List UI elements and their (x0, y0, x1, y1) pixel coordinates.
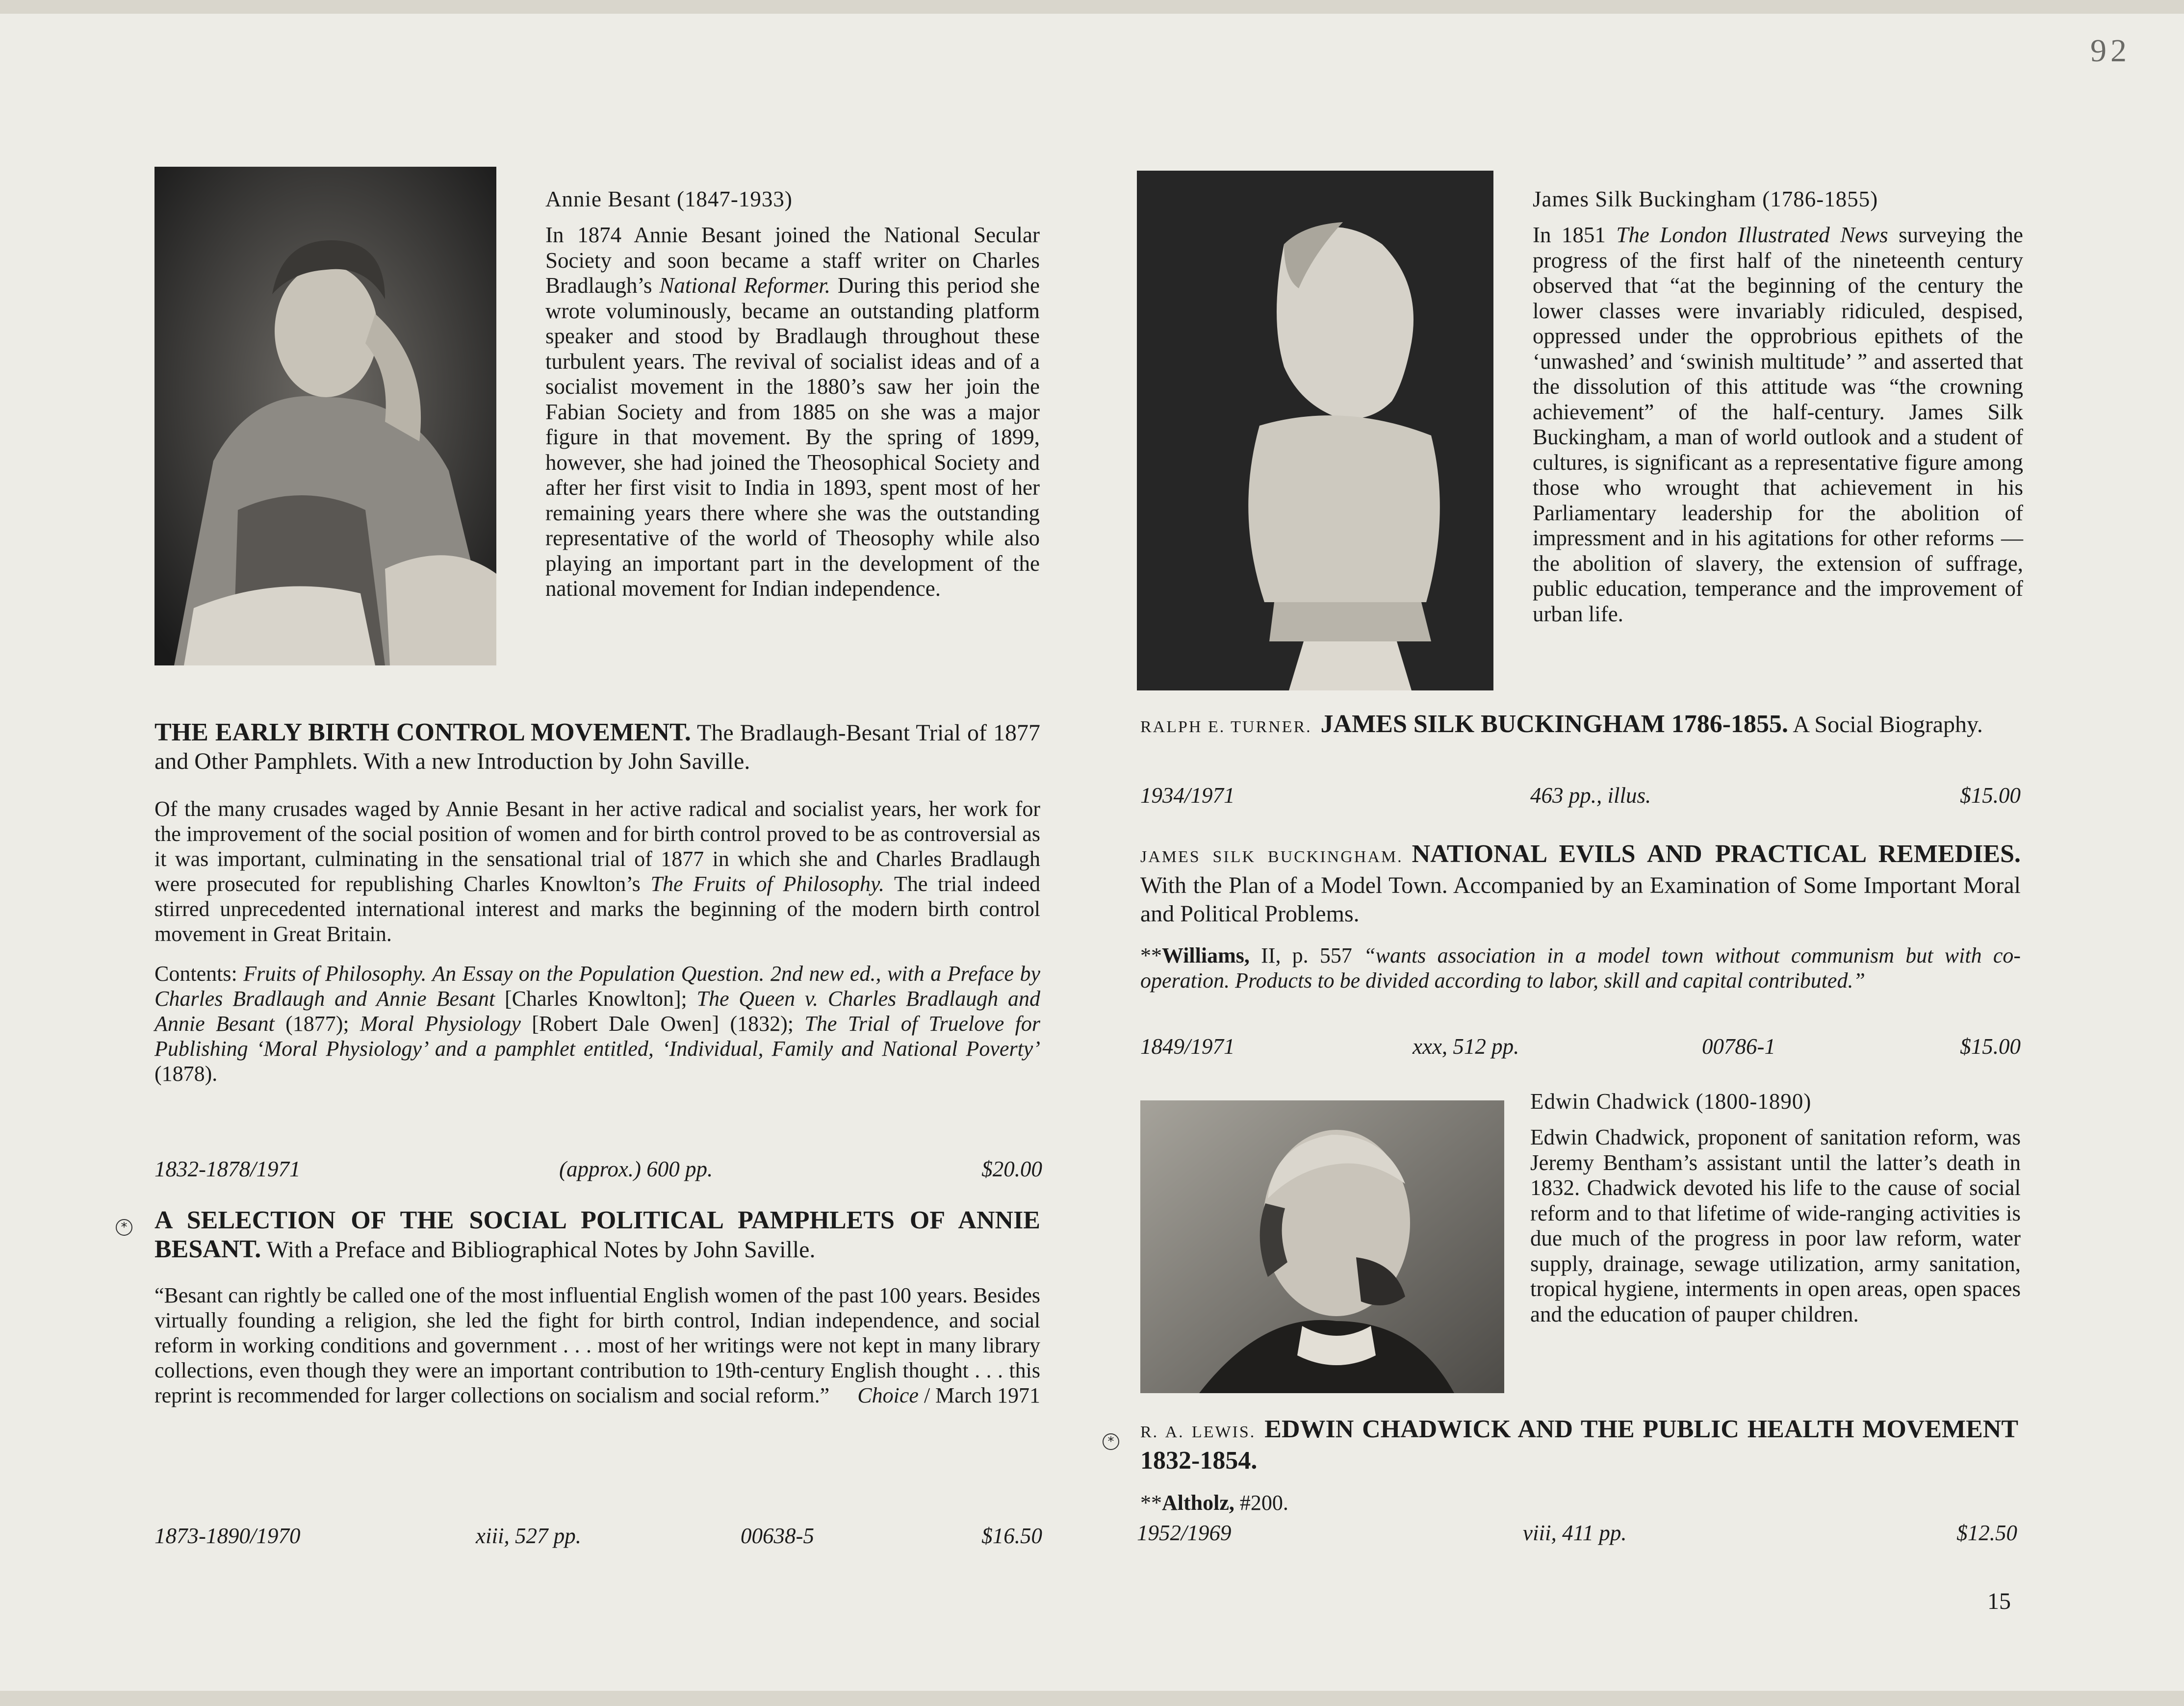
besant-bio-heading: Annie Besant (1847-1933) (545, 187, 793, 211)
besant-bio-text: In 1874 Annie Besant joined the National Secular Society and soon became a staff writer on Charles Bradlaugh’s National Reformer. During this period she wrote voluminously, became an outstanding platform speaker and stood by Bradlaugh throughout these turbulent years. The revival of socialist ideas and of a socialist movement in the 1880’s saw her join the Fabian Society and from 1885 on she was a major figure in that movement. By the spring of 1899, however, she had joined the Theosophical Society and after her first visit to India in 1893, spent most of her remaining years there where she was the outstanding representative of the world of Theosophy while also playing an important part in the development of the national movement for Indian independence. (545, 223, 1040, 601)
pamphlets-title: A SELECTION OF THE SOCIAL POLITICAL PAMPHLETS OF ANNIE BESANT. With a Preface and Bibliographical Notes by John Saville. (154, 1206, 1040, 1263)
turner-pages: 463 pp., illus. (1530, 783, 1651, 808)
lewis-price: $12.50 (1956, 1521, 2017, 1545)
buckingham-bust-photo (1137, 171, 1493, 690)
birth-control-description: Of the many crusades waged by Annie Besant in her active radical and socialist years, her work for the improvement of the social position of women and for birth control proved to be as controversial as it was important, culminating in the sensational trial of 1877 in which she and Charles Bradlaugh were prosecuted for republishing Charles Knowlton’s The Fruits of Philosophy. The trial indeed stirred unprecedented international interest and marks the beginning of the modern birth control movement in Great Britain. (154, 797, 1040, 946)
pamphlets-code: 00638-5 (741, 1524, 814, 1548)
turner-entry (1140, 710, 2021, 741)
birth-control-title: THE EARLY BIRTH CONTROL MOVEMENT. The Bradlaugh-Besant Trial of 1877 and Other Pamphlets. With a new Introduction by John Saville. (154, 718, 1040, 774)
national-evils-pages: xxx, 512 pp. (1413, 1034, 1519, 1059)
pamphlets-price: $16.50 (981, 1524, 1042, 1548)
turner-pubinfo (1140, 783, 2021, 812)
national-evils-code: 00786-1 (1702, 1034, 1775, 1059)
new-title-marker: * (116, 1219, 132, 1236)
buckingham-bio-heading: James Silk Buckingham (1786-1855) (1533, 187, 1878, 211)
besant-bio (545, 186, 1040, 602)
stamp-number: 92 (2090, 33, 2131, 69)
birth-control-price: $20.00 (981, 1157, 1042, 1181)
turner-price: $15.00 (1960, 783, 2021, 808)
lewis-pubinfo (1137, 1520, 2017, 1550)
national-evils-title: JAMES SILK BUCKINGHAM. NATIONAL EVILS AND PRACTICAL REMEDIES. With the Plan of a Model Town. Accompanied by an Examination of Some Important Moral and Political Problems. (1140, 840, 2021, 927)
lewis-title: R. A. LEWIS. EDWIN CHADWICK AND THE PUBLIC HEALTH MOVEMENT 1832-1854. (1140, 1415, 2018, 1475)
national-evils-reference: **Williams, II, p. 557 “wants association in a model town without communism but with co-operation. Products to be divided according to labor, skill and capital contributed.” (1140, 943, 2021, 993)
turner-title: RALPH E. TURNER. JAMES SILK BUCKINGHAM 1786-1855. A Social Biography. (1140, 710, 1983, 738)
new-title-marker: * (1103, 1433, 1119, 1450)
lewis-dates: 1952/1969 (1137, 1521, 1232, 1545)
pamphlets-review-quote: “Besant can rightly be called one of the most influential English women of the past 100 years. Besides virtually founding a religion, she led the fight for birth control, Indian independence, and social reform in working conditions and government . . . most of her writings were not kept in many library collections, even though they were an important contribution to 19th-century English thought . . . this reprint is recommended for larger collections on socialism and social reform.” (154, 1283, 1040, 1407)
chadwick-bio-heading: Edwin Chadwick (1800-1890) (1530, 1089, 1812, 1114)
annie-besant-photo (154, 167, 496, 665)
turner-dates: 1934/1971 (1140, 783, 1235, 808)
birth-control-entry (154, 718, 1040, 1086)
chadwick-bio (1530, 1089, 2021, 1327)
lewis-author: R. A. LEWIS. (1140, 1423, 1256, 1441)
buckingham-bio-text: In 1851 The London Illustrated News surveying the progress of the first half of the nineteenth century observed that “at the beginning of the century the lower classes were invariably ridiculed, despised, oppressed under the opprobrious epithets of the ‘unwashed’ and ‘swinish multitude’ ” and asserted that the dissolution of this attitude was “the crowning achievement” of the half-century. James Silk Buckingham, a man of world outlook and a student of cultures, is significant as a representative figure among those who wrought that achievement in his Parliamentary leadership for the abolition of impressment and in his agitations for other reforms — the abolition of slavery, the extension of suffrage, public education, temperance and the improvement of urban life. (1533, 223, 2023, 626)
turner-author: RALPH E. TURNER. (1140, 718, 1312, 736)
national-evils-pubinfo (1140, 1034, 2021, 1063)
birth-control-contents: Contents: Fruits of Philosophy. An Essay on the Population Question. 2nd new ed., with a Preface by Charles Bradlaugh and Annie Besant [Charles Knowlton]; The Queen v. Charles Bradlaugh and Annie Besant (1877); Moral Physiology [Robert Dale Owen] (1832); The Trial of Truelove for Publishing ‘Moral Physiology’ and a pamphlet entitled, ‘Individual, Family and National Poverty’ (1878). (154, 962, 1041, 1086)
pamphlets-review-source: Choice / March 1971 (857, 1383, 1040, 1407)
pamphlets-entry (154, 1206, 1040, 1408)
chadwick-bio-text: Edwin Chadwick, proponent of sanitation reform, was Jeremy Bentham’s assistant until the latter’s death in 1832. Chadwick devoted his life to the cause of social reform and to that lifetime of wide-ranging activities is due much of the progress in poor law reform, water supply, drainage, sewage utilization, army sanitation, tropical hygiene, interments in open areas, open spaces and the education of pauper children. (1530, 1125, 2021, 1326)
edwin-chadwick-photo (1140, 1100, 1504, 1393)
lewis-reference: **Altholz, #200. (1140, 1491, 1288, 1515)
pamphlets-pubinfo (154, 1523, 1042, 1553)
national-evils-dates: 1849/1971 (1140, 1034, 1235, 1059)
buckingham-bio (1533, 186, 2023, 627)
lewis-pages: viii, 411 pp. (1523, 1521, 1627, 1545)
pamphlets-pages: xiii, 527 pp. (476, 1524, 581, 1548)
birth-control-dates: 1832-1878/1971 (154, 1157, 301, 1181)
national-evils-price: $15.00 (1960, 1034, 2021, 1059)
page-number: 15 (1987, 1588, 2011, 1614)
catalog-page (0, 14, 2184, 1691)
lewis-entry (1140, 1415, 2018, 1515)
national-evils-author: JAMES SILK BUCKINGHAM. (1140, 848, 1403, 866)
birth-control-pubinfo (154, 1156, 1042, 1186)
pamphlets-dates: 1873-1890/1970 (154, 1524, 301, 1548)
birth-control-pages: (approx.) 600 pp. (559, 1157, 713, 1181)
national-evils-entry (1140, 840, 2021, 993)
